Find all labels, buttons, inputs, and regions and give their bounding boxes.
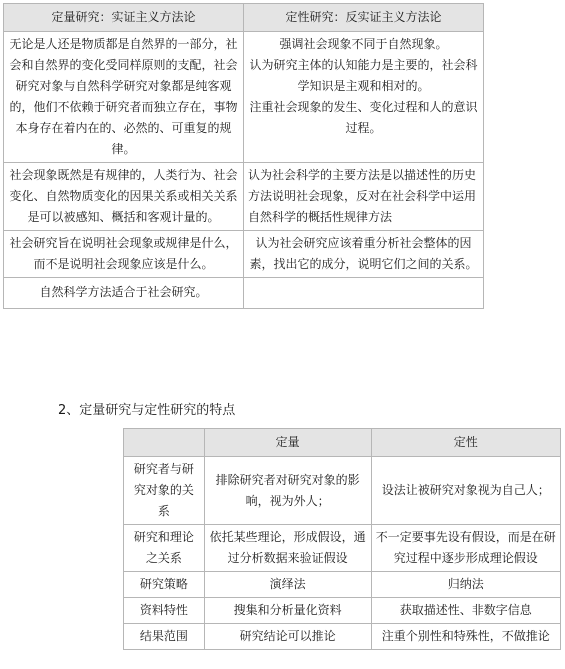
- table-row: [124, 457, 561, 525]
- table-row: [4, 163, 484, 231]
- qualitative-cell: 设法让被研究对象视为自己人；: [371, 457, 560, 525]
- header-blank: [124, 429, 205, 457]
- table-row: [124, 525, 561, 572]
- row-label: 资料特性: [124, 598, 205, 624]
- quantitative-cell: 研究结论可以推论: [204, 624, 371, 650]
- table-row: [4, 278, 484, 309]
- header-qualitative: 定性: [371, 429, 560, 457]
- row-label: 研究者与研究对象的关系: [124, 457, 205, 525]
- qualitative-cell: 归纳法: [371, 572, 560, 598]
- qualitative-cell: 注重个别性和特殊性，不做推论: [371, 624, 560, 650]
- table-row: [124, 572, 561, 598]
- row1-qualitative-line-2: 认为研究主体的认知能力是主要的，社会科学知识是主观和相对的。: [249, 58, 478, 93]
- table-header-row: [124, 429, 561, 457]
- row1-qualitative-line-1: 强调社会现象不同于自然现象。: [279, 37, 448, 51]
- header-quantitative: 定量研究：实证主义方法论: [4, 4, 244, 32]
- qualitative-cell: 获取描述性、非数字信息: [371, 598, 560, 624]
- characteristics-table: [123, 428, 561, 650]
- table-row: [124, 598, 561, 624]
- row2-quantitative-cell: 社会现象既然是有规律的，人类行为、社会变化、自然物质变化的因果关系或相关关系是可以被感知、概括和客观计量的。: [4, 163, 244, 231]
- section-heading: 2、定量研究与定性研究的特点: [58, 403, 236, 418]
- table-row: [4, 231, 484, 278]
- row1-qualitative-cell: [243, 32, 483, 163]
- table-header-row: [4, 4, 484, 32]
- row3-qualitative-line-1: 认为社会研究应该着重分析社会整体的因素，找出它的成分，说明它们之间的关系。: [249, 236, 478, 271]
- row-label: 结果范围: [124, 624, 205, 650]
- row3-quantitative-cell: 社会研究旨在说明社会现象或规律是什么，而不是说明社会现象应该是什么。: [4, 231, 244, 278]
- header-qualitative: 定性研究：反实证主义方法论: [243, 4, 483, 32]
- quantitative-cell: 依托某些理论，形成假设，通过分析数据来验证假设: [204, 525, 371, 572]
- row4-quantitative-cell: 自然科学方法适合于社会研究。: [4, 278, 244, 309]
- row1-quantitative-cell: 无论是人还是物质都是自然界的一部分，社会和自然界的变化受同样原则的支配，社会研究对象与自然科学研究对象都是纯客观的，他们不依赖于研究者而独立存在，事物本身存在着内在的、必然的、可重复的规律。: [4, 32, 244, 163]
- qualitative-cell: 不一定要事先设有假设，而是在研究过程中逐步形成理论假设: [371, 525, 560, 572]
- row2-qualitative-line-1: 认为社会科学的主要方法是以描述性的历史方法说明社会现象，反对在社会科学中运用自然科学的概括性规律方法: [247, 168, 476, 224]
- table-row: [124, 624, 561, 650]
- quantitative-cell: 演绎法: [204, 572, 371, 598]
- row-label: 研究策略: [124, 572, 205, 598]
- row4-qualitative-cell: [243, 278, 483, 309]
- row2-qualitative-cell: [243, 163, 483, 231]
- methodology-comparison-table: [3, 3, 484, 309]
- row1-qualitative-line-3: 注重社会现象的发生、变化过程和人的意识过程。: [249, 100, 478, 135]
- header-quantitative: 定量: [204, 429, 371, 457]
- quantitative-cell: 排除研究者对研究对象的影响，视为外人；: [204, 457, 371, 525]
- quantitative-cell: 搜集和分析量化资料: [204, 598, 371, 624]
- row3-qualitative-cell: [243, 231, 483, 278]
- table-row: [4, 32, 484, 163]
- row-label: 研究和理论之关系: [124, 525, 205, 572]
